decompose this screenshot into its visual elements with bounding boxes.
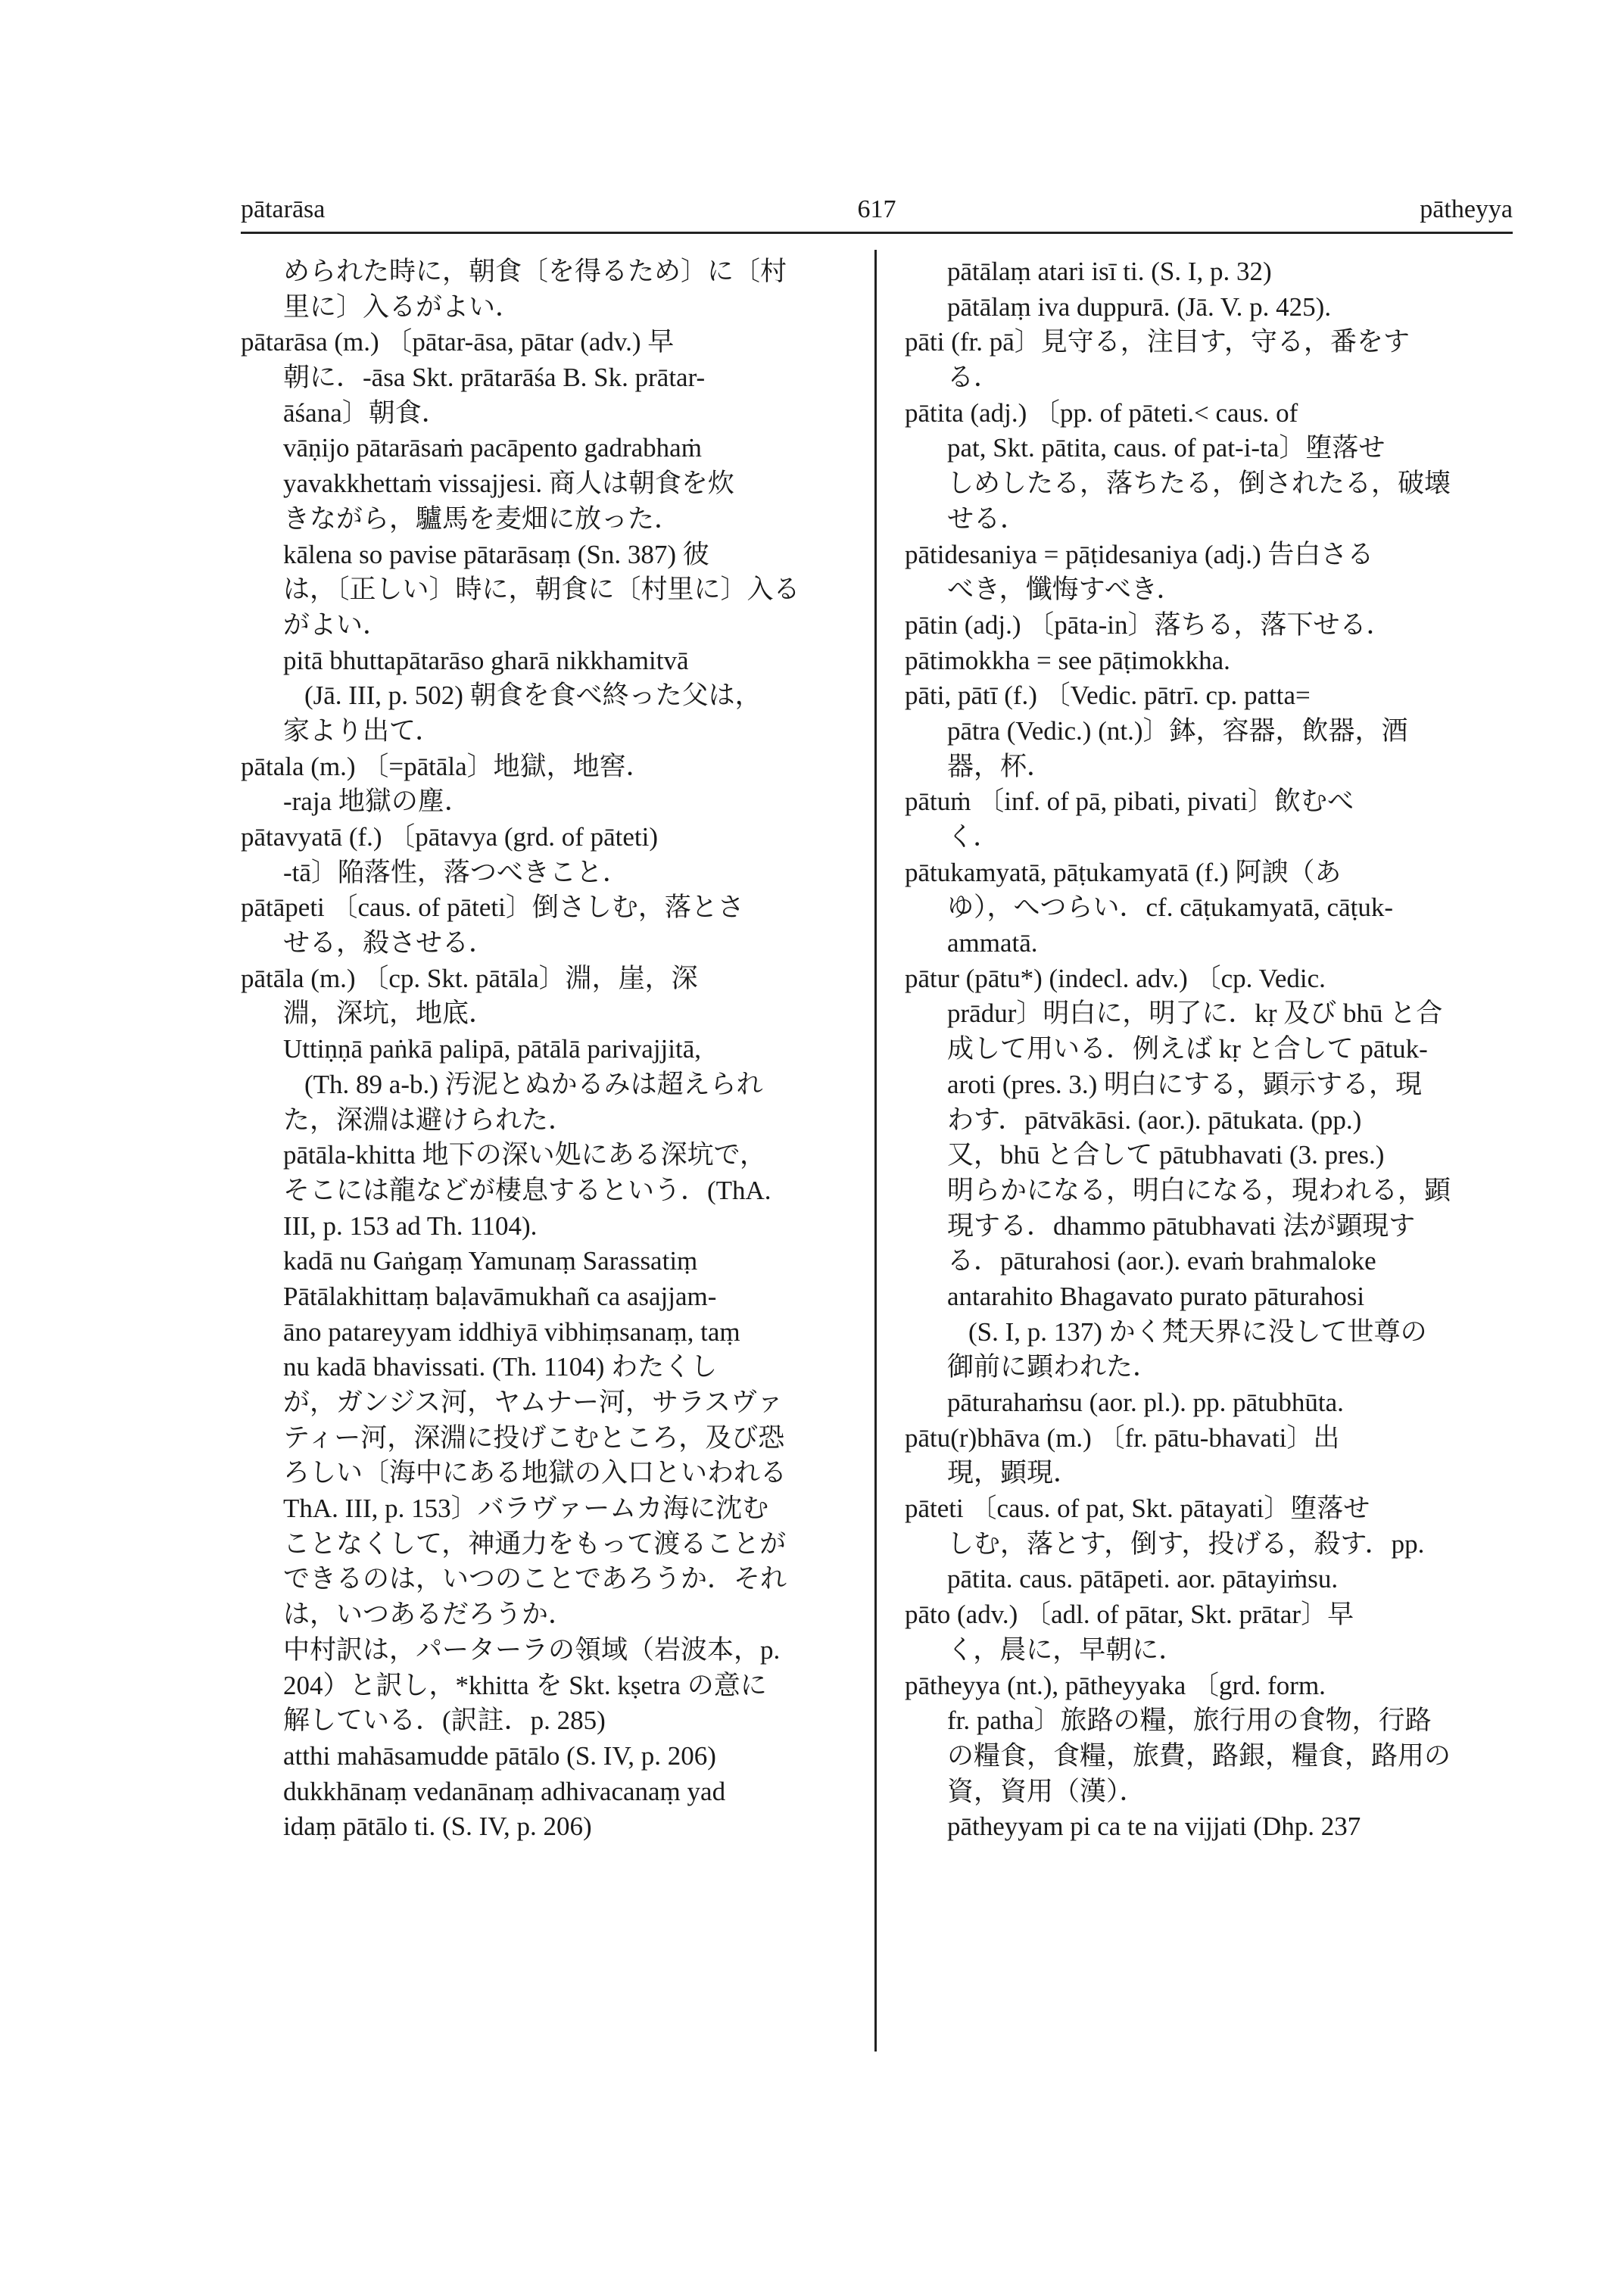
entry-text-line: pātra (Vedic.) (nt.)〕鉢，容器，飲器，酒: [947, 715, 1408, 746]
entry-text-line: pātheyyam pi ca te na vijjati (Dhp. 237: [947, 1812, 1361, 1842]
entry-text-line: (S. I, p. 137) かく梵天界に没して世尊の: [968, 1316, 1427, 1347]
entry-headword-line: pātukamyatā, pāṭukamyatā (f.) 阿諛（あ: [905, 857, 1342, 887]
entry-text-line: る．: [947, 363, 1001, 393]
entry-text-line: -raja 地獄の塵．: [283, 787, 471, 817]
entry-text-line: ろしい〔海中にある地獄の入口といわれる: [283, 1458, 787, 1488]
entry-headword-line: pāti, pātī (f.) 〔Vedic. pātrī. cp. patta=: [905, 681, 1311, 711]
entry-text-line: pātālaṃ atari isī ti. (S. I, p. 32): [947, 257, 1272, 286]
entry-text-line: しめしたる，落ちたる，倒されたる，破壊: [947, 469, 1451, 499]
entry-headword-line: pātin (adj.) 〔pāta-in〕落ちる，落下せる．: [905, 609, 1393, 640]
entry-text-line: そこには龍などが棲息するという．(ThA.: [283, 1175, 771, 1205]
entry-text-line: pitā bhuttapātarāso gharā nikkhamitvā: [283, 645, 689, 675]
entry-text-line: できるのは，いつのことであろうか．それ: [283, 1564, 787, 1594]
entry-text-line: きながら，驢馬を麦畑に放った．: [283, 503, 681, 534]
entry-text-line: 明らかになる，明白になる，現われる，顕: [947, 1175, 1451, 1205]
entry-text-line: prādur〕明白に，明了に．kṛ 及び bhū と合: [947, 999, 1443, 1029]
entry-text-line: 中村訳は，パーターラの領域（岩波本，p.: [283, 1634, 781, 1665]
entry-headword-line: pāto (adv.) 〔adl. of pātar, Skt. prātar〕早: [905, 1600, 1354, 1630]
entry-headword-line: pātidesaniya = pāṭidesaniya (adj.) 告白さる: [905, 539, 1374, 569]
entry-text-line: は，いつあるだろうか．: [283, 1600, 575, 1630]
entry-text-line: く，晨に，早朝に．: [947, 1634, 1186, 1665]
column-divider: [874, 250, 877, 2052]
entry-text-line: Uttiṇṇā paṅkā palipā, pātālā parivajjitā,: [283, 1034, 702, 1064]
entry-text-line: べき，懺悔すべき．: [947, 575, 1183, 605]
entry-headword-line: pātāla (m.) 〔cp. Skt. pātāla〕淵，崖，深: [241, 963, 698, 993]
entry-text-line: pātita. caus. pātāpeti. aor. pātayiṁsu.: [947, 1564, 1339, 1594]
entry-text-line: 204）と訳し，*khitta を Skt. kṣetra の意に: [283, 1670, 767, 1700]
entry-text-line: 器，杯．: [947, 751, 1054, 781]
entry-text-line: 解している．(訳註．p. 285): [283, 1706, 606, 1736]
entry-text-line: 朝に．-āsa Skt. prātarāśa B. Sk. prātar-: [283, 363, 706, 393]
entry-text-line: pātālaṃ iva duppurā. (Jā. V. p. 425).: [947, 291, 1332, 322]
left-column: [241, 254, 853, 1845]
entry-text-line: の糧食，食糧，旅費，路銀，糧食，路用の: [947, 1740, 1451, 1771]
entry-text-line: 又，bhū と合して pātubhavati (3. pres.): [947, 1140, 1385, 1170]
entry-text-line: 家より出て．: [283, 715, 442, 746]
header-rule: [241, 232, 1513, 234]
entry-headword-line: pātu(r)bhāva (m.) 〔fr. pātu-bhavati〕出: [905, 1422, 1340, 1453]
entry-headword-line: pātarāsa (m.) 〔pātar-āsa, pātar (adv.) 早: [241, 327, 675, 357]
entry-headword-line: pātuṁ 〔inf. of pā, pibati, pivati〕飲むべ: [905, 787, 1354, 817]
header-right-headword: pātheyya: [1420, 195, 1513, 223]
entry-text-line: āno patareyyam iddhiyā vibhiṃsanaṃ, taṃ: [283, 1316, 740, 1347]
entry-text-line: vāṇijo pātarāsaṁ pacāpento gadrabhaṁ: [283, 433, 702, 463]
entry-text-line: 御前に顕われた．: [947, 1352, 1160, 1382]
entry-text-line: わす．pātvākāsi. (aor.). pātukata. (pp.): [947, 1104, 1362, 1135]
entry-text-line: ThA. III, p. 153〕バラヴァームカ海に沈む: [283, 1494, 769, 1524]
entry-text-line: fr. patha〕旅路の糧，旅行用の食物，行路: [947, 1706, 1432, 1736]
entry-text-line: る．pāturahosi (aor.). evaṁ brahmaloke: [947, 1246, 1376, 1276]
entry-text-line: (Jā. III, p. 502) 朝食を食べ終った父は，: [304, 681, 762, 711]
entry-text-line: められた時に，朝食〔を得るため〕に〔村: [283, 257, 787, 286]
entry-text-line: Pātālakhittaṃ baḷavāmukhañ ca asajjam-: [283, 1281, 717, 1311]
entry-text-line: せる．: [947, 503, 1027, 534]
entry-text-line: pāturahaṁsu (aor. pl.). pp. pātubhūta.: [947, 1388, 1344, 1417]
entry-text-line: dukkhānaṃ vedanānaṃ adhivacanaṃ yad: [283, 1776, 726, 1806]
entry-text-line: 資，資用（漢）．: [947, 1776, 1146, 1806]
entry-headword-line: pātur (pātu*) (indecl. adv.) 〔cp. Vedic.: [905, 963, 1326, 993]
entry-headword-line: pāteti 〔caus. of pat, Skt. pātayati〕堕落せ: [905, 1494, 1370, 1524]
entry-headword-line: pātāpeti 〔caus. of pāteti〕倒さしむ，落とさ: [241, 893, 744, 923]
entry-text-line: せる，殺させる．: [283, 928, 496, 958]
entry-text-line: は，〔正しい〕時に，朝食に〔村里に〕入る: [283, 575, 800, 605]
entry-text-line: atthi mahāsamudde pātālo (S. IV, p. 206): [283, 1740, 716, 1771]
entry-text-line: しむ，落とす，倒す，投げる，殺す．pp.: [947, 1528, 1425, 1559]
entry-text-line: がよい．: [283, 609, 390, 640]
entry-headword-line: pātala (m.) 〔=pātāla〕地獄，地窖．: [241, 751, 653, 781]
entry-text-line: ことなくして，神通力をもって渡ることが: [283, 1528, 787, 1559]
entry-headword-line: pātavyatā (f.) 〔pātavya (grd. of pāteti): [241, 822, 658, 852]
entry-text-line: nu kadā bhavissati. (Th. 1104) わたくし: [283, 1352, 718, 1382]
entry-text-line: 里に〕入るがよい．: [283, 291, 522, 322]
entry-text-line: pat, Skt. pātita, caus. of pat-i-ta〕堕落せ: [947, 433, 1386, 463]
entry-headword-line: pātimokkha = see pāṭimokkha.: [905, 645, 1230, 675]
entry-text-line: ammatā.: [947, 928, 1038, 958]
entry-text-line: antarahito Bhagavato purato pāturahosi: [947, 1281, 1365, 1311]
entry-headword-line: pātheyya (nt.), pātheyyaka 〔grd. form.: [905, 1670, 1326, 1700]
entry-headword-line: pātita (adj.) 〔pp. of pāteti.< caus. of: [905, 397, 1298, 428]
entry-text-line: が，ガンジス河，ヤムナー河，サラスヴァ: [283, 1388, 784, 1417]
entry-text-line: yavakkhettaṁ vissajjesi. 商人は朝食を炊: [283, 469, 734, 499]
entry-text-line: pātāla-khitta 地下の深い処にある深坑で，: [283, 1140, 766, 1170]
entry-text-line: -tā〕陥落性，落つべきこと．: [283, 857, 629, 887]
entry-text-line: ゆ），へつらい．cf. cāṭukamyatā, cāṭuk-: [947, 893, 1393, 923]
entry-text-line: た，深淵は避けられた．: [283, 1104, 575, 1135]
page-number: 617: [857, 195, 896, 223]
entry-text-line: 現，顕現．: [947, 1458, 1080, 1488]
entry-text-line: III, p. 153 ad Th. 1104).: [283, 1210, 538, 1241]
entry-text-line: 現する．dhammo pātubhavati 法が顕現す: [947, 1210, 1416, 1241]
entry-text-line: aroti (pres. 3.) 明白にする，顕示する，現: [947, 1069, 1423, 1099]
entry-text-line: 成して用いる．例えば kṛ と合して pātuk-: [947, 1034, 1428, 1064]
right-column: [905, 254, 1512, 1845]
entry-text-line: (Th. 89 a-b.) 汚泥とぬかるみは超えられ: [304, 1069, 763, 1099]
entry-headword-line: pāti (fr. pā〕見守る，注目す，守る，番をす: [905, 327, 1410, 357]
entry-text-line: kadā nu Gaṅgaṃ Yamunaṃ Sarassatiṃ: [283, 1246, 698, 1276]
header-left-headword: pātarāsa: [241, 195, 326, 223]
entry-text-line: kālena so pavise pātarāsaṃ (Sn. 387) 彼: [283, 539, 709, 569]
entry-text-line: ティー河，深淵に投げこむところ，及び恐: [283, 1422, 785, 1453]
entry-text-line: idaṃ pātālo ti. (S. IV, p. 206): [283, 1812, 592, 1842]
entry-text-line: āśana〕朝食．: [283, 397, 448, 428]
entry-text-line: く．: [947, 822, 1000, 852]
entry-text-line: 淵，深坑，地底．: [283, 999, 496, 1029]
